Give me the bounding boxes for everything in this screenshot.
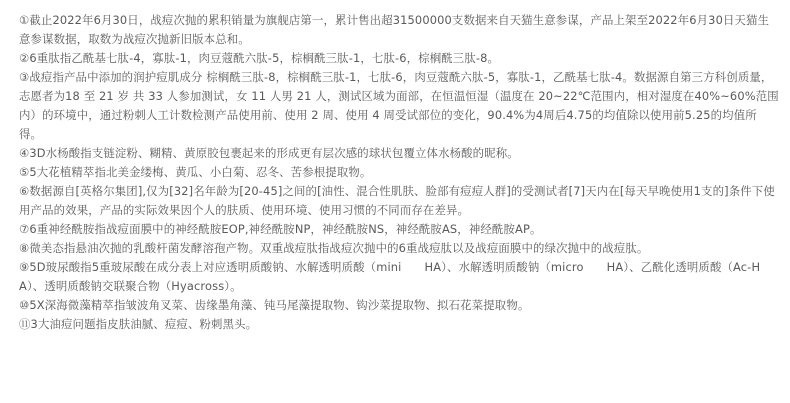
footnote-7: ⑦6重神经酰胺指战痘面膜中的神经酰胺EOP,神经酰胺NP，神经酰胺NS，神经酰胺AS，神经酰胺AP。 [19, 222, 542, 236]
footnote-8: ⑧微美态指悬油次抛的乳酸杆菌发酵溶孢产物。双重战痘肽指战痘次抛中的6重战痘肽以及战痘面膜中的绿次抛中的战痘肽。 [19, 241, 649, 255]
footnote-9: ⑨5D玻尿酸指5重玻尿酸在成分表上对应透明质酸钠、水解透明质酸（mini HA）、水解透明质酸钠（micro HA）、乙酰化透明质酸（Ac-HA）、透明质酸钠交联聚合物（Hyacross）。 [19, 260, 761, 293]
footnote-5: ⑤5大花植精萃指北美金缕梅、黄瓜、小白菊、忍冬、苦参根提取物。 [19, 165, 372, 179]
footnote-4: ④3D水杨酸指支链淀粉、糊精、黄原胶包裹起来的形成更有层次感的球状包覆立体水杨酸的昵称。 [19, 146, 519, 160]
footnote-6: ⑥数据源自[英格尔集团],仅为[32]名年龄为[20-45]之间的[油性、混合性肌肤、脸部有痘痘人群]的受测试者[7]天内在[每天早晚使用1支的]条件下使用产品的效果，产品的实际效果因个人的肤质、使用环境、使用习惯的不同而存在差异。 [19, 184, 775, 217]
footnotes-list [19, 11, 779, 334]
footnote-3: ③战痘指产品中添加的润护痘肌成分 棕榈酰三肽-8，棕榈酰三肽-1，七肽-6，肉豆蔻酰六肽-5，寡肽-1，乙酰基七肽-4。数据源自第三方科创质量，志愿者为18 至 21 岁 共 33 人参加测试，女 11 人男 21 人，测试区域为面部，在恒温恒湿（温度在 20~22℃范围内，相对湿度在40%~60%范围内）的环境中，通过粉刺人工计数检测产品使用前、使用 2 周、使用 4 周受试部位的变化，90.4%为4周后4.75的均值除以使用前5.25的均值所得。 [19, 70, 779, 141]
footnote-10: ⑩5X深海微藻精萃指皱波角叉菜、齿缘墨角藻、钝马尾藻提取物、钩沙菜提取物、拟石花菜提取物。 [19, 298, 530, 312]
footnote-1: ①截止2022年6月30日，战痘次抛的累积销量为旗舰店第一，累计售出超31500000支数据来自天猫生意参谋，产品上架至2022年6月30日天猫生意参谋数据，取数为战痘次抛新旧版本总和。 [19, 13, 770, 46]
footnote-11: ⑪3大油痘问题指皮肤油腻、痘痘、粉刺黑头。 [19, 317, 258, 331]
footnote-2: ②6重肽指乙酰基七肽-4，寡肽-1，肉豆蔻酰六肽-5，棕榈酰三肽-1，七肽-6，棕榈酰三肽-8。 [19, 51, 500, 65]
